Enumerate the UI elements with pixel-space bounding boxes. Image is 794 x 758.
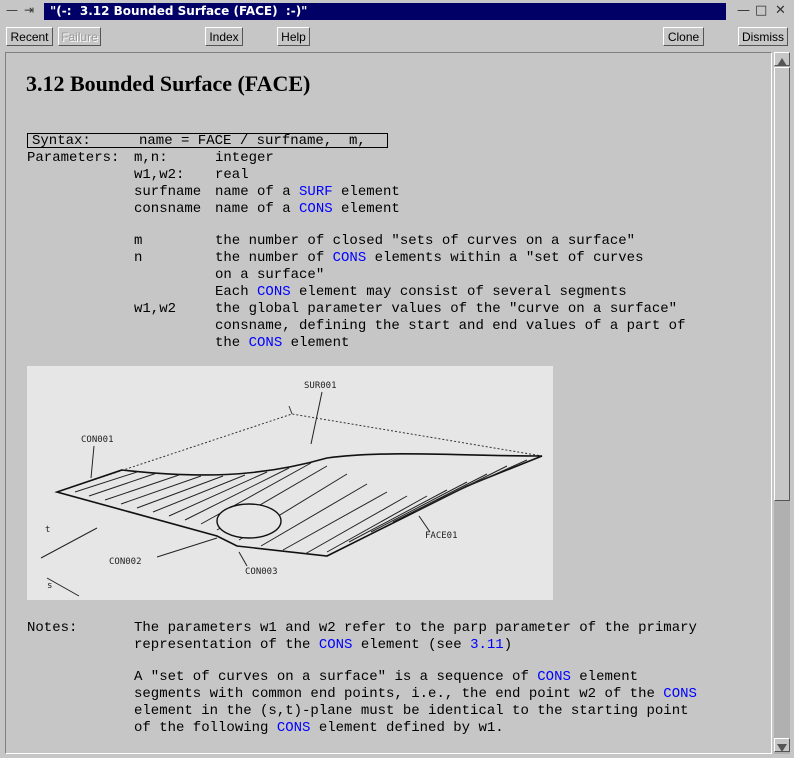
close-icon[interactable]: ✕ — [775, 3, 786, 18]
def-desc: on a surface" — [215, 267, 325, 283]
minimize-icon[interactable]: — — [737, 3, 750, 18]
note-text: segments with common end points, i.e., the end point w2 of the CONS — [134, 686, 697, 702]
surf-link[interactable]: SURF — [299, 184, 333, 200]
syntax-value: name = FACE / surfname, m, — [139, 133, 366, 149]
section-3-11-link[interactable]: 3.11 — [470, 637, 504, 653]
maximize-icon[interactable]: □ — [755, 3, 768, 18]
def-desc: the global parameter values of the "curve on a surface" — [215, 301, 678, 317]
window-title: "(-: 3.12 Bounded Surface (FACE) :-)" — [44, 3, 726, 20]
def-name: w1,w2 — [134, 301, 177, 317]
def-name: m — [134, 233, 143, 249]
clone-button[interactable]: Clone — [663, 27, 704, 46]
def-desc: the number of CONS elements within a "set of curves — [215, 250, 644, 266]
recent-button[interactable]: Recent — [6, 27, 53, 46]
con2-label: CON002 — [109, 557, 142, 567]
param-desc: name of a SURF element — [215, 184, 400, 200]
syntax-label: Syntax: — [32, 133, 91, 149]
cons-link[interactable]: CONS — [663, 686, 697, 702]
axis-s-label: s — [47, 581, 53, 591]
param-name: consname — [134, 201, 202, 217]
param-name: surfname — [134, 184, 202, 200]
cons-link[interactable]: CONS — [332, 250, 367, 266]
scroll-up-button[interactable] — [774, 52, 790, 66]
note-text: representation of the CONS element (see 3.11) — [134, 637, 513, 653]
con1-label: CON001 — [81, 435, 114, 445]
vertical-scrollbar[interactable] — [774, 52, 790, 754]
def-desc: Each CONS element may consist of several segments — [215, 284, 627, 300]
help-button[interactable]: Help — [277, 27, 310, 46]
def-desc: the number of closed "sets of curves on a surface" — [215, 233, 636, 249]
def-desc: the CONS element — [215, 335, 350, 351]
title-bar — [0, 0, 794, 24]
note-text: element in the (s,t)-plane must be identical to the starting point — [134, 703, 689, 719]
face-label: FACE01 — [425, 531, 458, 541]
parameters-label: Parameters: — [27, 150, 120, 166]
notes-label: Notes: — [27, 620, 78, 636]
param-desc: integer — [215, 150, 274, 166]
face-diagram — [27, 366, 553, 600]
surf-label: SUR001 — [304, 381, 337, 391]
note-text: of the following CONS element defined by w1. — [134, 720, 504, 736]
cons-link[interactable]: CONS — [299, 201, 333, 217]
cons-link[interactable]: CONS — [276, 720, 311, 736]
note-text: The parameters w1 and w2 refer to the parp parameter of the primary — [134, 620, 697, 636]
window-menu-icon[interactable]: — — [6, 3, 18, 17]
param-desc: real — [215, 167, 249, 183]
index-button[interactable]: Index — [205, 27, 243, 46]
cons-link[interactable]: CONS — [257, 284, 291, 300]
cons-link[interactable]: CONS — [318, 637, 353, 653]
param-desc: name of a CONS element — [215, 201, 400, 217]
scroll-thumb[interactable] — [774, 67, 790, 501]
def-desc: consname, defining the start and end values of a part of — [215, 318, 686, 334]
failure-button[interactable]: Failure — [58, 27, 101, 46]
dismiss-button[interactable]: Dismiss — [738, 27, 788, 46]
cons-link[interactable]: CONS — [537, 669, 571, 685]
param-name: w1,w2: — [134, 167, 185, 183]
def-name: n — [134, 250, 143, 266]
help-content — [5, 52, 772, 754]
scroll-down-button[interactable] — [774, 738, 790, 752]
page-title: 3.12 Bounded Surface (FACE) — [26, 71, 311, 96]
cons-link[interactable]: CONS — [248, 335, 283, 351]
axis-t-label: t — [45, 525, 51, 535]
pin-icon[interactable]: ⇥ — [24, 3, 35, 17]
con3-label: CON003 — [245, 567, 278, 577]
note-text: A "set of curves on a surface" is a sequence of CONS element — [134, 669, 639, 685]
param-name: m,n: — [134, 150, 168, 166]
arrow-down-icon — [775, 742, 789, 754]
